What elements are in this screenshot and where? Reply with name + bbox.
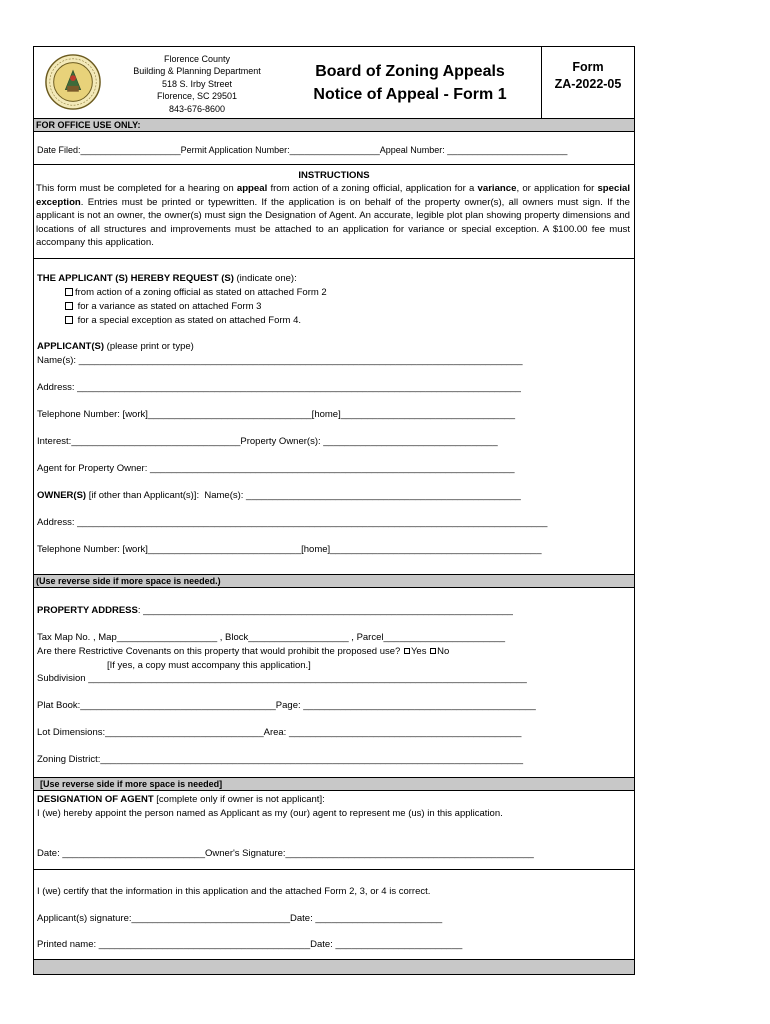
florence-county-seal-icon	[44, 53, 102, 111]
addr-line: Building & Planning Department	[133, 66, 261, 77]
designation-heading-bold: DESIGNATION OF AGENT	[37, 794, 154, 805]
addr-line: Florence County	[163, 54, 231, 64]
office-use-bar: FOR OFFICE USE ONLY:	[34, 118, 634, 132]
yes-checkbox[interactable]	[404, 648, 410, 654]
addr-line: 843-676-8600	[168, 103, 226, 114]
request-heading	[37, 273, 297, 285]
form-number: ZA-2022-05	[554, 77, 622, 91]
yes-label: Yes	[410, 646, 430, 657]
instr-text: , or application for	[516, 183, 598, 194]
form-title	[296, 60, 524, 106]
applicant-heading	[37, 341, 194, 353]
instr-text: . Entries must be printed or typewritten. If the application is on behalf of the property owner(s), all owners must sign. If the applicant is not an owner, the owner(s) must sign the Designation of Agent. An accurate, legible plot plan showing property dimensions and locations of all structures and improvements must be attached to an application for variance or special exception. A $100.00 fee must accompany this application.	[36, 196, 630, 248]
owner-label-bold: OWNER(S)	[37, 490, 87, 501]
applicant-phone-field[interactable]: Telephone Number: [work]_______________________________[home]_________________________________	[37, 409, 516, 420]
footer-bar	[34, 959, 634, 974]
request-option-variance[interactable]	[65, 301, 261, 313]
tax-map-field[interactable]: Tax Map No. , Map___________________ , Block___________________ , Parcel_______________________	[37, 632, 506, 643]
addr-line: Florence, SC 29501	[156, 91, 238, 102]
property-address-bold: PROPERTY ADDRESS	[37, 605, 138, 616]
title-line: Notice of Appeal - Form 1	[313, 86, 507, 103]
owner-date-signature-field[interactable]: Date: ___________________________Owner's Signature:_______________________________________________	[37, 848, 534, 859]
owner-names-field[interactable]	[37, 490, 521, 502]
property-address-field[interactable]	[37, 605, 513, 617]
divider	[34, 164, 634, 165]
designation-heading	[37, 794, 325, 806]
designation-heading-rest: [complete only if owner is not applicant]:	[153, 794, 325, 805]
no-label: No	[437, 646, 450, 657]
option-label: for a special exception as stated on attached Form 4.	[75, 315, 302, 326]
checkbox[interactable]	[65, 316, 73, 324]
department-address	[122, 53, 272, 115]
checkbox[interactable]	[65, 288, 73, 296]
covenants-text: Are there Restrictive Covenants on this property that would prohibit the proposed use?	[37, 646, 403, 657]
instr-text: This form must be completed for a hearing on	[36, 183, 237, 194]
zoning-district-field[interactable]: Zoning District:________________________________________________________________________________	[37, 754, 524, 765]
instr-bold: special exception	[36, 183, 630, 208]
request-heading-rest: (indicate one):	[233, 273, 297, 284]
request-option-special-exception[interactable]	[65, 315, 301, 327]
no-checkbox[interactable]	[430, 648, 436, 654]
request-option-appeal[interactable]	[65, 287, 327, 299]
form-header	[34, 47, 634, 118]
option-label: for a variance as stated on attached Form 3	[75, 301, 262, 312]
appeal-form	[33, 46, 635, 975]
applicant-signature-field[interactable]: Applicant(s) signature:______________________________Date: ________________________	[37, 913, 443, 924]
form-number-box	[541, 47, 634, 118]
addr-line: 518 S. Irby Street	[161, 78, 233, 89]
instructions-heading: INSTRUCTIONS	[298, 170, 370, 181]
owner-label-rest: [if other than Applicant(s)]: Name(s): ____________________________________________________	[86, 490, 521, 501]
form-label: Form	[572, 60, 604, 74]
divider	[34, 869, 634, 870]
option-label: from action of a zoning official as stated on attached Form 2	[75, 287, 327, 298]
request-heading-bold: THE APPLICANT (S) HEREBY REQUEST (S)	[37, 273, 234, 284]
reverse-side-note-bar-2: [Use reverse side if more space is needed]	[34, 777, 634, 791]
reverse-side-note-bar: (Use reverse side if more space is needed.)	[34, 574, 634, 588]
plat-book-field[interactable]: Plat Book:_____________________________________Page: ____________________________________________	[37, 700, 536, 711]
instr-bold: appeal	[236, 183, 268, 194]
instr-bold: variance	[477, 183, 517, 194]
designation-appoint-text: I (we) hereby appoint the person named as Applicant as my (our) agent to represent me (us) in this application.	[37, 808, 503, 819]
agent-for-owner-field[interactable]: Agent for Property Owner: _____________________________________________________________________	[37, 463, 515, 474]
title-line: Board of Zoning Appeals	[315, 63, 505, 80]
applicant-heading-bold: APPLICANT(S)	[37, 341, 105, 352]
checkbox[interactable]	[65, 302, 73, 310]
covenants-copy-note: [If yes, a copy must accompany this application.]	[107, 660, 311, 671]
divider	[34, 258, 634, 259]
subdivision-field[interactable]: Subdivision ___________________________________________________________________________________	[37, 673, 527, 684]
property-address-rest: : ______________________________________________________________________	[137, 605, 513, 616]
covenants-question	[37, 646, 449, 658]
lot-dimensions-field[interactable]: Lot Dimensions:______________________________Area: ____________________________________________	[37, 727, 522, 738]
office-use-fields[interactable]: Date Filed:____________________Permit Application Number:__________________Appeal Number: ________________________	[37, 145, 568, 155]
instructions-text	[36, 182, 630, 250]
printed-name-field[interactable]: Printed name: ________________________________________Date: ________________________	[37, 939, 463, 950]
owner-address-field[interactable]: Address: _________________________________________________________________________________________	[37, 517, 548, 528]
applicant-address-field[interactable]: Address: ____________________________________________________________________________________	[37, 382, 521, 393]
instr-text: from action of a zoning official, application for a	[267, 183, 478, 194]
owner-phone-field[interactable]: Telephone Number: [work]_____________________________[home]________________________________________	[37, 544, 542, 555]
applicant-interest-field[interactable]: Interest:________________________________Property Owner(s): _________________________________	[37, 436, 498, 447]
applicant-names-field[interactable]: Name(s): ____________________________________________________________________________________	[37, 355, 523, 366]
certify-text: I (we) certify that the information in this application and the attached Form 2, 3, or 4 is correct.	[37, 886, 431, 897]
applicant-heading-rest: (please print or type)	[104, 341, 194, 352]
